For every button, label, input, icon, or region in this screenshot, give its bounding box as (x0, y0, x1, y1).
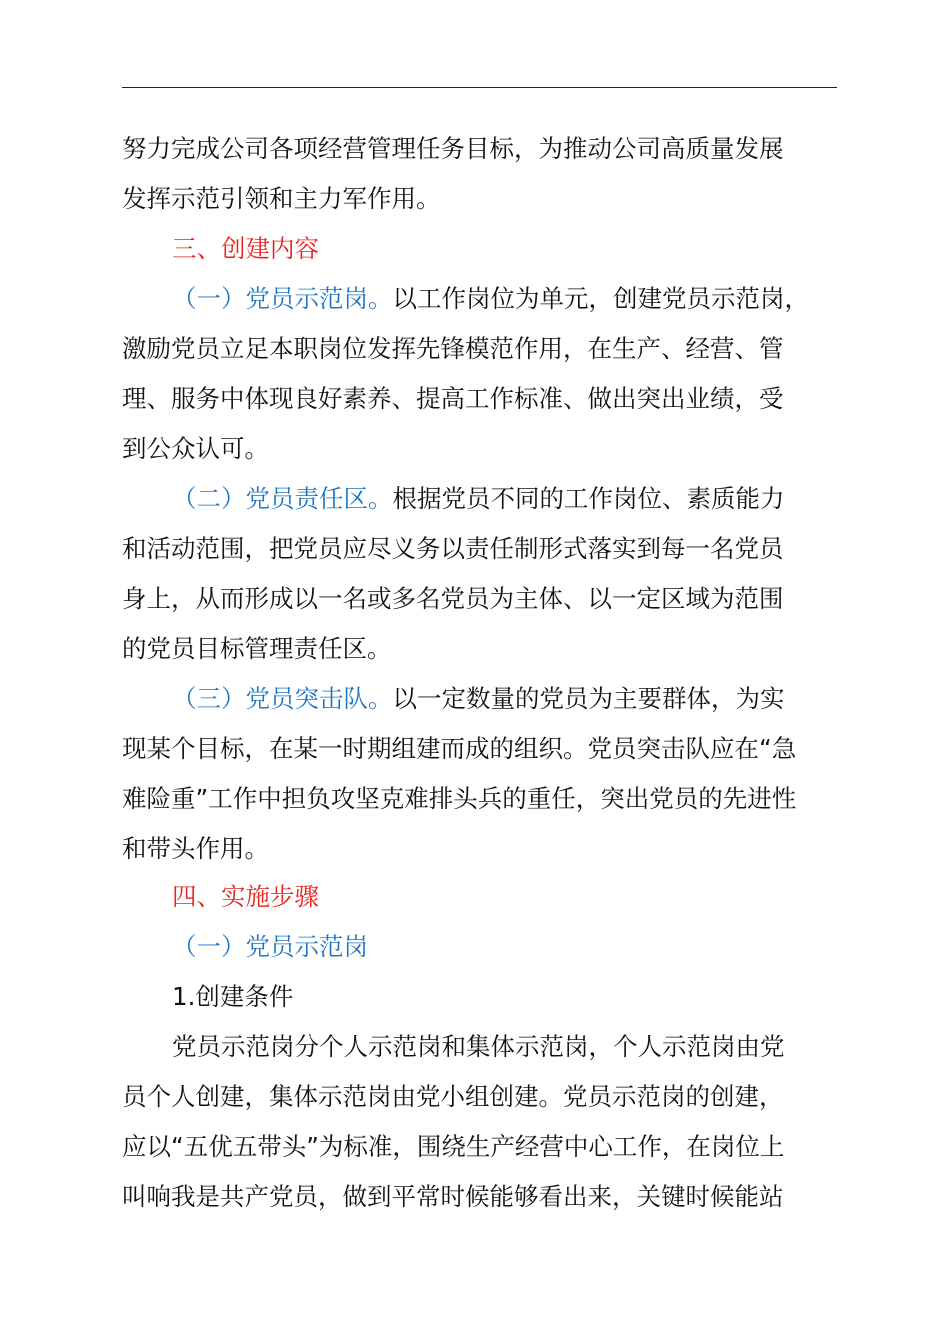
paragraph-line: 现某个目标，在某一时期组建而成的组织。党员突击队应在“急 (122, 734, 797, 763)
paragraph-text: 以一定数量的党员为主要群体，为实 (392, 684, 785, 713)
paragraph-text: 根据党员不同的工作岗位、素质能力 (392, 484, 785, 513)
paragraph-line (172, 483, 932, 515)
subsection-heading: （一）党员示范岗 (172, 932, 368, 961)
paragraph-line: 努力完成公司各项经营管理任务目标，为推动公司高质量发展 (122, 134, 784, 163)
paragraph-line: 应以“五优五带头”为标准，围绕生产经营中心工作，在岗位上 (122, 1132, 785, 1161)
paragraph-line: 理、服务中体现良好素养、提高工作标准、做出突出业绩，受 (122, 384, 784, 413)
paragraph-line: 员个人创建，集体示范岗由党小组创建。党员示范岗的创建， (122, 1082, 784, 1111)
paragraph-line: 身上，从而形成以一名或多名党员为主体、以一定区域为范围 (122, 584, 784, 613)
paragraph-line (172, 283, 932, 315)
subsection-heading: （一）党员示范岗。 (172, 284, 393, 313)
paragraph-line: 党员示范岗分个人示范岗和集体示范岗，个人示范岗由党 (172, 1032, 785, 1061)
section-heading: 三、创建内容 (172, 234, 319, 263)
paragraph-line: 和带头作用。 (122, 834, 269, 863)
paragraph-line: 叫响我是共产党员，做到平常时候能够看出来，关键时候能站 (122, 1182, 784, 1211)
paragraph-line (172, 683, 932, 715)
paragraph-line: 的党员目标管理责任区。 (122, 634, 392, 663)
header-rule (122, 87, 837, 88)
paragraph-line: 发挥示范引领和主力军作用。 (122, 184, 441, 213)
subsection-heading: （二）党员责任区。 (172, 484, 393, 513)
paragraph-line: 难险重”工作中担负攻坚克难排头兵的重任，突出党员的先进性 (122, 784, 797, 813)
subsection-heading: （三）党员突击队。 (172, 684, 393, 713)
paragraph-line: 激励党员立足本职岗位发挥先锋模范作用，在生产、经营、管 (122, 334, 784, 363)
paragraph-text: 以工作岗位为单元，创建党员示范岗， (392, 284, 809, 313)
paragraph-line: 和活动范围，把党员应尽义务以责任制形式落实到每一名党员 (122, 534, 784, 563)
section-heading: 四、实施步骤 (172, 882, 319, 911)
paragraph-line: 到公众认可。 (122, 434, 269, 463)
item-heading: 1.创建条件 (172, 982, 294, 1011)
